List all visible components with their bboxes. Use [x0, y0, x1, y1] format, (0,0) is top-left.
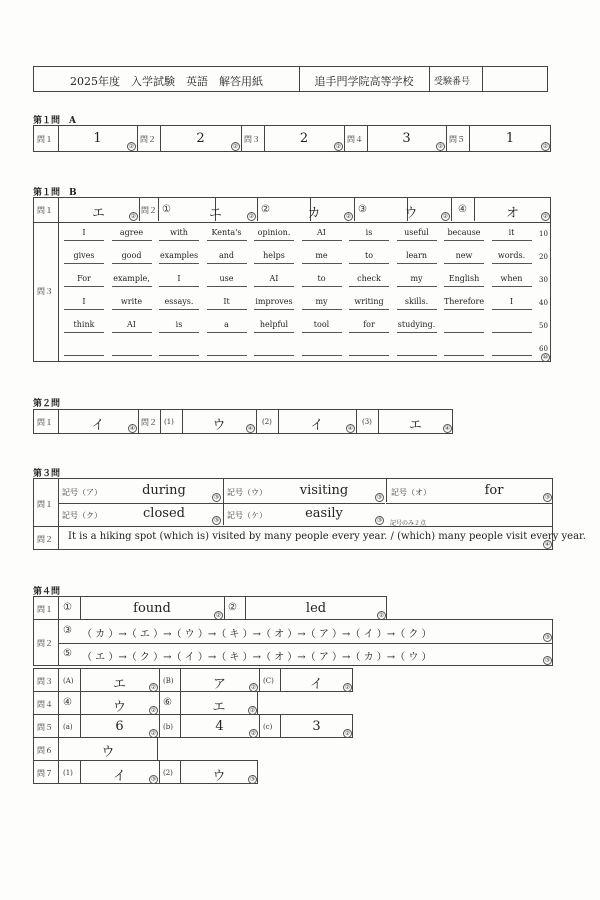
- s4-q4-row: [33, 691, 258, 715]
- points-badge: ②: [344, 730, 351, 737]
- symbol-label: 記号（ウ）: [227, 488, 267, 497]
- word-count-marker: 30: [539, 276, 548, 284]
- section-3-box: [33, 478, 586, 550]
- essay-underline: [159, 240, 199, 241]
- symbol-label: 記号（ア）: [62, 488, 102, 497]
- answer-2-q2-2[interactable]: イ: [310, 418, 324, 433]
- essay-underline: [207, 263, 247, 264]
- essay-word: when: [500, 274, 523, 283]
- essay-underline: [444, 309, 484, 310]
- points-badge: ②: [345, 213, 352, 220]
- essay-underline: [159, 286, 199, 287]
- answer-4-q4-4[interactable]: ウ: [112, 700, 126, 715]
- essay-underline: [302, 355, 342, 356]
- part-number: (1): [63, 769, 73, 777]
- points-badge: ③: [376, 517, 383, 524]
- essay-word: write: [120, 297, 143, 306]
- essay-word: gives: [73, 251, 95, 260]
- school-name: 追手門学院高等学校: [314, 75, 414, 88]
- q1-label: 問１: [37, 418, 53, 427]
- answer-4-q6[interactable]: ウ: [101, 745, 115, 760]
- part-number: ⑤: [63, 648, 72, 659]
- essay-underline: [254, 286, 294, 287]
- essay-word: Kenta's: [211, 228, 242, 237]
- essay-underline: [444, 263, 484, 264]
- essay-word: English: [448, 274, 480, 283]
- part-number: (B): [163, 677, 174, 685]
- essay-underline: [397, 332, 437, 333]
- section-4-title: 第４問: [33, 587, 61, 597]
- answer-1a-2[interactable]: 2: [196, 131, 205, 146]
- essay-word: words.: [497, 251, 526, 260]
- essay-underline: [492, 263, 532, 264]
- essay-word: to: [317, 274, 326, 283]
- essay-underline: [349, 286, 389, 287]
- points-badge: ②: [542, 213, 549, 220]
- points-badge: ③: [544, 494, 551, 501]
- essay-word: for: [363, 320, 375, 329]
- essay-underline: [112, 355, 152, 356]
- points-badge: ④: [129, 425, 136, 432]
- answer-2-q2-3[interactable]: エ: [408, 418, 422, 433]
- section-2-title: 第２問: [33, 399, 61, 409]
- word-count-marker: 60: [539, 345, 548, 353]
- answer-4-q4-6[interactable]: エ: [212, 700, 226, 715]
- essay-word: new: [455, 251, 473, 260]
- essay-underline: [159, 332, 199, 333]
- part-number: ⑥: [163, 697, 172, 708]
- points-badge: ②: [150, 684, 157, 691]
- q3-label: 問３: [37, 677, 53, 686]
- essay-word: tool: [313, 320, 330, 329]
- answer-3-u[interactable]: visiting: [299, 483, 349, 498]
- essay-word: For: [77, 274, 91, 283]
- points-badge: ②: [150, 707, 157, 714]
- points-badge: ③: [376, 494, 383, 501]
- essay-underline: [64, 240, 104, 241]
- essay-word: learn: [405, 251, 428, 260]
- essay-underline: [492, 286, 532, 287]
- essay-word: studying.: [397, 320, 436, 329]
- essay-underline: [254, 309, 294, 310]
- essay-underline: [302, 286, 342, 287]
- points-badge: ②: [250, 730, 257, 737]
- s4-q7-row: [33, 760, 258, 784]
- symbol-label: 記号（ケ）: [227, 511, 267, 520]
- points-badge: ③: [150, 776, 157, 783]
- essay-word: to: [364, 251, 374, 260]
- essay-underline: [254, 332, 294, 333]
- essay-word: I: [509, 297, 514, 306]
- section-3-title: 第３問: [33, 469, 61, 479]
- section-1b-title: 第１問 B: [33, 188, 77, 198]
- points-badge: ②: [130, 213, 137, 220]
- q4-label: 問４: [347, 135, 363, 144]
- essay-underline: [207, 332, 247, 333]
- essay-word: helpful: [259, 320, 289, 329]
- answer-1a-3[interactable]: 2: [299, 131, 309, 146]
- points-badge: ②: [335, 143, 342, 150]
- points-badge: ②: [437, 143, 444, 150]
- answer-3-a[interactable]: during: [142, 483, 186, 498]
- essay-underline: [64, 332, 104, 333]
- essay-word: agree: [119, 228, 144, 237]
- essay-word: helps: [263, 251, 285, 260]
- answer-3-o[interactable]: for: [484, 483, 504, 498]
- essay-word: a: [224, 320, 229, 329]
- essay-underline: [159, 355, 199, 356]
- essay-underline: [302, 240, 342, 241]
- points-badge: ⑩: [542, 354, 549, 361]
- essay-word: use: [219, 274, 234, 283]
- part-number: ③: [63, 625, 72, 636]
- points-badge: ②: [378, 612, 385, 619]
- essay-underline: [492, 309, 532, 310]
- q5-label: 問５: [37, 723, 53, 732]
- essay-word: It: [223, 297, 230, 306]
- essay-underline: [444, 355, 484, 356]
- essay-underline: [492, 332, 532, 333]
- s4-q6-row: [33, 737, 158, 761]
- answer-4-q5-a[interactable]: 6: [115, 719, 124, 734]
- essay-word: AI: [269, 274, 279, 283]
- points-badge: ②: [442, 213, 449, 220]
- section-2-box: [33, 409, 453, 434]
- points-badge: ②: [344, 684, 351, 691]
- essay-word: Therefore: [443, 297, 485, 306]
- essay-word: opinion.: [257, 228, 291, 237]
- answer-1b-q2-1[interactable]: エ: [208, 206, 222, 221]
- word-count-marker: 50: [539, 322, 548, 330]
- essay-underline: [349, 332, 389, 333]
- answer-3-ke[interactable]: easily: [305, 506, 343, 521]
- essay-underline: [397, 286, 437, 287]
- s4-q2-row: [33, 619, 553, 666]
- essay-word: with: [170, 228, 188, 237]
- essay-underline: [207, 355, 247, 356]
- part-number: ④: [458, 204, 467, 215]
- essay-word: skills.: [404, 297, 429, 306]
- points-badge: ②: [232, 143, 239, 150]
- answer-4-q2-5[interactable]: （ エ ）→（ ク ）→（ イ ）→（ キ ）→（ オ ）→（ ア ）→（ カ ）→（ ウ ）: [82, 652, 432, 663]
- answer-4-q1-1[interactable]: found: [133, 601, 171, 616]
- q1-label: 問１: [37, 206, 53, 215]
- essay-word: check: [357, 274, 381, 283]
- essay-word: and: [218, 251, 235, 260]
- answer-2-q1[interactable]: イ: [91, 418, 105, 433]
- essay-word: my: [315, 297, 328, 306]
- essay-word: examples: [159, 251, 199, 260]
- answer-4-q3-b[interactable]: ア: [212, 677, 226, 692]
- essay-underline: [397, 355, 437, 356]
- essay-underline: [254, 355, 294, 356]
- word-count-marker: 10: [539, 230, 548, 238]
- essay-underline: [397, 309, 437, 310]
- essay-word: is: [175, 320, 183, 329]
- part-number: (2): [163, 769, 173, 777]
- answer-1a-1[interactable]: 1: [93, 131, 102, 146]
- points-badge: ②: [215, 612, 222, 619]
- q6-label: 問６: [37, 746, 53, 755]
- points-badge: ④: [247, 425, 254, 432]
- answer-1b-q2-2[interactable]: カ: [307, 206, 321, 221]
- part-number: ②: [261, 204, 270, 215]
- q2-label: 問２: [37, 639, 53, 648]
- section-1a-box: [33, 125, 551, 152]
- essay-underline: [64, 309, 104, 310]
- essay-word: is: [365, 228, 373, 237]
- answer-4-q2-3[interactable]: （ カ ）→（ エ ）→（ ウ ）→（ キ ）→（ オ ）→（ ア ）→（ イ ）→（ ク ）: [82, 629, 432, 640]
- points-badge: ③: [213, 494, 220, 501]
- answer-1b-q2-4[interactable]: オ: [505, 206, 519, 221]
- essay-underline: [492, 355, 532, 356]
- essay-underline: [112, 263, 152, 264]
- points-badge: ②: [150, 730, 157, 737]
- part-number: (C): [263, 677, 274, 685]
- essay-underline: [159, 309, 199, 310]
- essay-word: AI: [317, 228, 326, 237]
- q1-label: 問１: [37, 605, 53, 614]
- essay-underline: [64, 286, 104, 287]
- sheet-title: 2025年度 入学試験 英語 解答用紙: [70, 75, 263, 88]
- q7-label: 問７: [37, 769, 53, 778]
- word-count-marker: 40: [539, 299, 548, 307]
- essay-underline: [207, 286, 247, 287]
- points-badge: ③: [544, 657, 551, 664]
- points-badge: ④: [444, 425, 451, 432]
- part-number: ②: [228, 602, 237, 613]
- essay-underline: [397, 263, 437, 264]
- part-number: ④: [63, 697, 72, 708]
- essay-underline: [302, 263, 342, 264]
- points-badge: ②: [542, 143, 549, 150]
- essay-word: it: [508, 228, 515, 237]
- answer-4-q3-c[interactable]: イ: [309, 677, 323, 692]
- essay-word: because: [447, 228, 481, 237]
- essay-word: improves: [255, 297, 293, 306]
- essay-underline: [302, 309, 342, 310]
- part-number: (c): [263, 723, 273, 731]
- essay-underline: [159, 263, 199, 264]
- q3-label: 問３: [37, 287, 53, 296]
- points-badge: ④: [347, 425, 354, 432]
- answer-3-ku[interactable]: closed: [143, 506, 185, 521]
- symbol-label: 記号（ク）: [62, 511, 102, 520]
- symbol-label: 記号（オ）: [391, 488, 431, 497]
- answer-1b-q1[interactable]: エ: [91, 206, 105, 221]
- essay-underline: [254, 240, 294, 241]
- answer-4-q3-a[interactable]: エ: [112, 677, 126, 692]
- essay-word: good: [121, 251, 142, 260]
- points-badge: ③: [544, 634, 551, 641]
- essay-word: me: [315, 251, 328, 260]
- part-number: ③: [358, 204, 367, 215]
- word-count-marker: 20: [539, 253, 548, 261]
- exam-number-field[interactable]: [483, 68, 547, 90]
- essay-underline: [112, 309, 152, 310]
- part-number: (1): [164, 418, 174, 426]
- essay-underline: [112, 332, 152, 333]
- essay-underline: [64, 263, 104, 264]
- essay-underline: [444, 332, 484, 333]
- essay-underline: [207, 240, 247, 241]
- s4-q1-row: [33, 596, 387, 620]
- essay-underline: [349, 240, 389, 241]
- essay-underline: [349, 355, 389, 356]
- essay-word: useful: [404, 228, 429, 237]
- essay-underline: [444, 286, 484, 287]
- part-number: ①: [162, 204, 171, 215]
- q5-label: 問５: [449, 135, 465, 144]
- part-number: (2): [262, 418, 272, 426]
- q1-label: 問１: [37, 500, 53, 509]
- section-4-box: [33, 596, 553, 786]
- part-number: (b): [163, 723, 173, 731]
- exam-number-label: 受験番号: [434, 77, 471, 87]
- answer-1a-4[interactable]: 3: [402, 131, 411, 146]
- q2-label: 問２: [141, 418, 157, 427]
- essay-underline: [112, 240, 152, 241]
- header-box: [33, 66, 548, 92]
- essay-underline: [254, 263, 294, 264]
- essay-word: my: [410, 274, 423, 283]
- q2-label: 問２: [37, 535, 53, 544]
- answer-2-q2-1[interactable]: ウ: [212, 418, 226, 433]
- note: 記号のみ２点: [390, 520, 427, 527]
- essay-underline: [64, 355, 104, 356]
- essay-underline: [112, 286, 152, 287]
- answer-4-q5-b[interactable]: 4: [215, 719, 224, 734]
- points-badge: ③: [249, 776, 256, 783]
- essay-underline: [444, 240, 484, 241]
- part-number: ①: [63, 602, 72, 613]
- section-1a-title: 第１問 A: [33, 116, 76, 126]
- essay-word: AI: [127, 320, 136, 329]
- essay-underline: [492, 240, 532, 241]
- essay-underline: [349, 309, 389, 310]
- s4-q3-row: [33, 668, 353, 692]
- section-1b-box: [33, 197, 551, 362]
- answer-3-q2[interactable]: It is a hiking spot (which is) visited by many people every year. / (which) many people visit every year.: [68, 531, 586, 542]
- essay-word: I: [177, 274, 181, 283]
- q3-label: 問３: [244, 135, 260, 144]
- answer-1b-q2-3[interactable]: ウ: [404, 206, 418, 221]
- answer-4-q1-2[interactable]: led: [305, 601, 327, 616]
- part-number: (A): [63, 677, 74, 685]
- essay-word: example,: [113, 274, 150, 283]
- points-badge: ②: [249, 707, 256, 714]
- q1-label: 問１: [37, 135, 53, 144]
- points-badge: ②: [248, 213, 255, 220]
- essay-underline: [302, 332, 342, 333]
- s4-q5-row: [33, 714, 353, 738]
- q2-label: 問２: [141, 206, 157, 215]
- essay-underline: [397, 240, 437, 241]
- part-number: (3): [362, 418, 372, 426]
- essay-word: I: [82, 297, 86, 306]
- answer-4-q5-c[interactable]: 3: [312, 719, 321, 734]
- essay-word: essays.: [164, 297, 194, 306]
- points-badge: ②: [250, 684, 257, 691]
- essay-word: I: [82, 228, 86, 237]
- answer-4-q7-2[interactable]: ウ: [212, 769, 226, 784]
- essay-underline: [207, 309, 247, 310]
- q2-label: 問２: [140, 135, 156, 144]
- answer-1a-5[interactable]: 1: [505, 131, 515, 146]
- essay-word: writing: [354, 297, 384, 306]
- answer-4-q7-1[interactable]: イ: [112, 769, 126, 784]
- q4-label: 問４: [37, 700, 53, 709]
- part-number: (a): [63, 723, 73, 731]
- points-badge: ③: [213, 517, 220, 524]
- essay-underline: [349, 263, 389, 264]
- essay-word: think: [73, 320, 95, 329]
- points-badge: ②: [128, 143, 135, 150]
- points-badge: ④: [544, 541, 551, 548]
